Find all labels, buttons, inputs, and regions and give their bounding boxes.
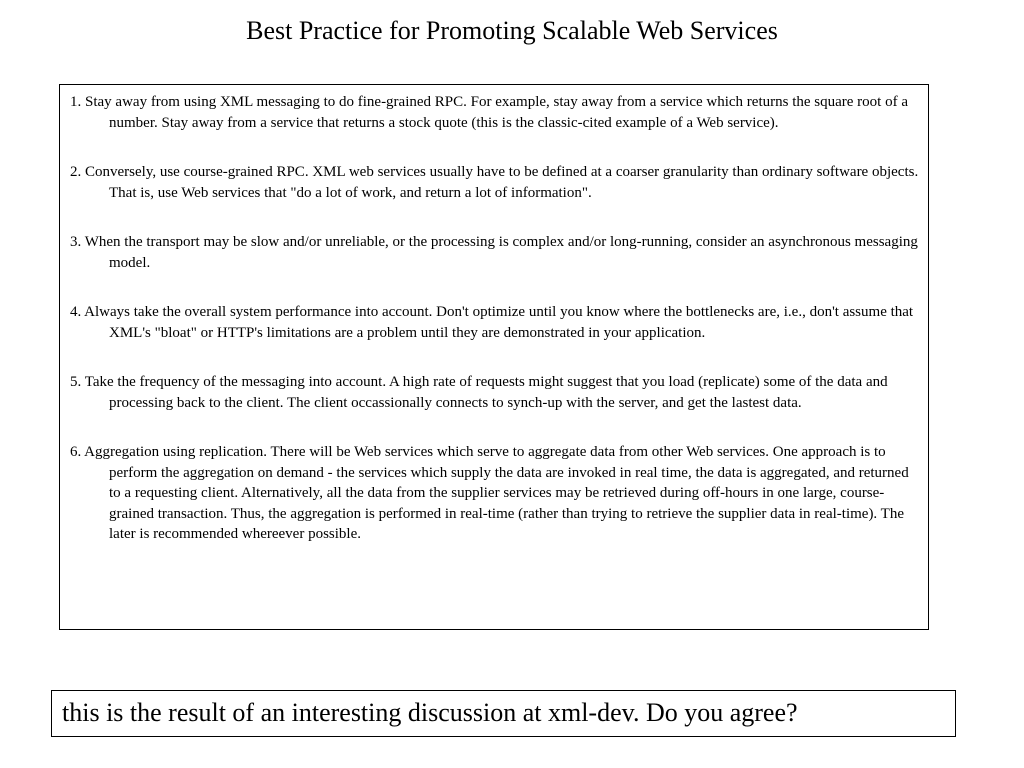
practice-item-4: 4. Always take the overall system performance into account. Don't optimize until you know where the bottlenecks are, i.e., don't assume that XML's "bloat" or HTTP's limitations are a problem until they are demonstrated in your application. [70, 304, 914, 341]
practice-item-2: 2. Conversely, use course-grained RPC. XML web services usually have to be defined at a coarser granularity than ordinary software objects. That is, use Web services that "do a lot of work, and return a lot of information". [70, 164, 919, 201]
practice-item-6: 6. Aggregation using replication. There will be Web services which serve to aggregate data from other Web services. One approach is to perform the aggregation on demand - the services which supply the data are invoked in real time, the data is aggregated, and returned to a requesting client. Alternatively, all the data from the supplier services may be retrieved during off-hours in one large, course-grained transaction. Thus, the aggregation is performed in real-time (rather than trying to retrieve the supplier data in real-time). The later is recommended whereever possible. [70, 444, 909, 542]
practice-item-1: 1. Stay away from using XML messaging to do fine-grained RPC. For example, stay away from a service which returns the square root of a number. Stay away from a service that returns a stock quote (this is the classic-cited example of a Web service). [70, 94, 908, 131]
page-title: Best Practice for Promoting Scalable Web Services [246, 16, 778, 45]
practice-item-3: 3. When the transport may be slow and/or unreliable, or the processing is complex and/or long-running, consider an asynchronous messaging model. [70, 234, 918, 271]
practices-box [59, 84, 929, 630]
practice-item-5: 5. Take the frequency of the messaging into account. A high rate of requests might suggest that you load (replicate) some of the data and processing back to the client. The client occassionally connects to synch-up with the server, and get the lastest data. [70, 374, 888, 411]
discussion-note: this is the result of an interesting discussion at xml-dev. Do you agree? [51, 690, 956, 737]
